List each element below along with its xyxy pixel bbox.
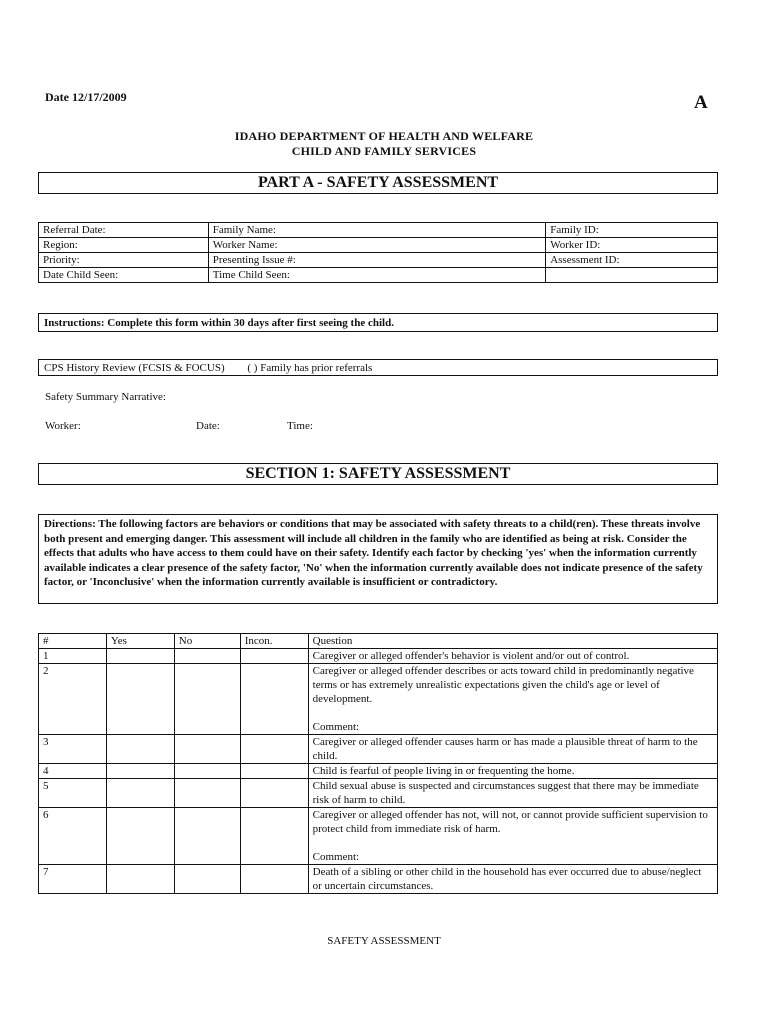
time-label: Time: (287, 420, 313, 432)
footer-label: SAFETY ASSESSMENT (327, 935, 441, 947)
factor-row (39, 764, 718, 779)
info-field[interactable]: Priority: (39, 253, 209, 268)
factor-question-text: Caregiver or alleged offender causes harm or has made a plausible threat of harm to the child. (312, 736, 698, 762)
factor-question-text: Child sexual abuse is suspected and circumstances suggest that there may be immediate risk of harm to child. (312, 780, 699, 806)
column-header: # (39, 634, 107, 649)
agency-division: CHILD AND FAMILY SERVICES (291, 144, 477, 158)
info-field[interactable]: Assessment ID: (546, 253, 718, 268)
info-field[interactable] (546, 268, 718, 283)
info-field[interactable]: Date Child Seen: (39, 268, 209, 283)
factor-incon-cell[interactable] (240, 664, 308, 735)
factor-no-cell[interactable] (174, 764, 240, 779)
factor-question-text: Death of a sibling or other child in the household has ever occurred due to abuse/neglect or uncertain circumstances. (312, 866, 702, 892)
info-row (39, 223, 718, 238)
factor-yes-cell[interactable] (106, 649, 174, 664)
instructions-box: Instructions: Complete this form within 30 days after first seeing the child. (38, 313, 718, 332)
info-field[interactable]: Family ID: (546, 223, 718, 238)
factor-row (39, 865, 718, 894)
factor-incon-cell[interactable] (240, 779, 308, 808)
factor-number: 5 (39, 779, 107, 808)
factor-question-text: Caregiver or alleged offender has not, will not, or cannot provide sufficient supervision to protect child from immediate risk of harm. (312, 809, 708, 835)
info-field[interactable]: Worker Name: (208, 238, 545, 253)
factor-no-cell[interactable] (174, 865, 240, 894)
factor-comment-label[interactable]: Comment: (312, 851, 360, 863)
factor-question (308, 649, 717, 664)
date-label: Date: (196, 420, 220, 432)
factor-row (39, 735, 718, 764)
info-row (39, 238, 718, 253)
factor-incon-cell[interactable] (240, 649, 308, 664)
factor-row (39, 779, 718, 808)
factor-no-cell[interactable] (174, 779, 240, 808)
factor-number: 1 (39, 649, 107, 664)
column-header: Question (308, 634, 717, 649)
factor-row (39, 649, 718, 664)
info-field[interactable]: Presenting Issue #: (208, 253, 545, 268)
info-field[interactable]: Family Name: (208, 223, 545, 238)
factor-comment-label[interactable]: Comment: (312, 721, 360, 733)
factor-no-cell[interactable] (174, 649, 240, 664)
info-row (39, 253, 718, 268)
section-title: SECTION 1: SAFETY ASSESSMENT (38, 463, 718, 485)
info-field[interactable]: Worker ID: (546, 238, 718, 253)
factor-yes-cell[interactable] (106, 664, 174, 735)
factor-question (308, 808, 717, 865)
factor-incon-cell[interactable] (240, 808, 308, 865)
factor-no-cell[interactable] (174, 664, 240, 735)
factor-yes-cell[interactable] (106, 865, 174, 894)
factor-question (308, 779, 717, 808)
safety-factors-table (38, 633, 718, 894)
factor-number: 3 (39, 735, 107, 764)
info-field[interactable]: Time Child Seen: (208, 268, 545, 283)
worker-label: Worker: (45, 420, 81, 432)
prior-referrals-option[interactable]: ( ) Family has prior referrals (247, 362, 373, 374)
agency-name: IDAHO DEPARTMENT OF HEALTH AND WELFARE (234, 129, 534, 143)
factor-row (39, 808, 718, 865)
factor-yes-cell[interactable] (106, 735, 174, 764)
form-date: Date 12/17/2009 (45, 90, 127, 104)
factor-no-cell[interactable] (174, 735, 240, 764)
factor-no-cell[interactable] (174, 808, 240, 865)
factor-question (308, 664, 717, 735)
factor-incon-cell[interactable] (240, 764, 308, 779)
info-field[interactable]: Region: (39, 238, 209, 253)
factor-question-text: Caregiver or alleged offender describes or acts toward child in predominantly negative terms or has extremely unrealistic expectations given the child's age or level of development. (312, 665, 694, 705)
narrative-label: Safety Summary Narrative: (45, 391, 166, 403)
part-title: PART A - SAFETY ASSESSMENT (38, 172, 718, 194)
column-header: Yes (106, 634, 174, 649)
history-review-box (38, 359, 718, 376)
form-letter: A (694, 92, 708, 113)
directions-box: Directions: The following factors are behaviors or conditions that may be associated with safety threats to a child(ren). These threats involve both present and emerging danger. This assessment will include all children in the family who are identified as being at risk. Consider the effects that adults who have access to them could have on their safety. Identify each factor by checking 'yes' when the information currently available indicates a clear presence of the safety factor, 'No' when the information currently available does not indicate presence of the safety factor, or 'Inconclusive' when the information currently available is insufficient or contradictory. (38, 514, 718, 604)
factor-incon-cell[interactable] (240, 735, 308, 764)
factor-number: 7 (39, 865, 107, 894)
factor-yes-cell[interactable] (106, 764, 174, 779)
factor-yes-cell[interactable] (106, 808, 174, 865)
history-review-label: CPS History Review (FCSIS & FOCUS) (44, 362, 225, 374)
factor-question-text: Child is fearful of people living in or frequenting the home. (312, 765, 575, 777)
factor-question (308, 735, 717, 764)
factor-yes-cell[interactable] (106, 779, 174, 808)
factor-number: 6 (39, 808, 107, 865)
column-header: Incon. (240, 634, 308, 649)
factor-number: 2 (39, 664, 107, 735)
factor-question (308, 865, 717, 894)
factor-row (39, 664, 718, 735)
column-header: No (174, 634, 240, 649)
case-info-table (38, 222, 718, 283)
info-row (39, 268, 718, 283)
factor-question-text: Caregiver or alleged offender's behavior is violent and/or out of control. (312, 650, 630, 662)
factor-incon-cell[interactable] (240, 865, 308, 894)
factor-question (308, 764, 717, 779)
info-field[interactable]: Referral Date: (39, 223, 209, 238)
factor-number: 4 (39, 764, 107, 779)
